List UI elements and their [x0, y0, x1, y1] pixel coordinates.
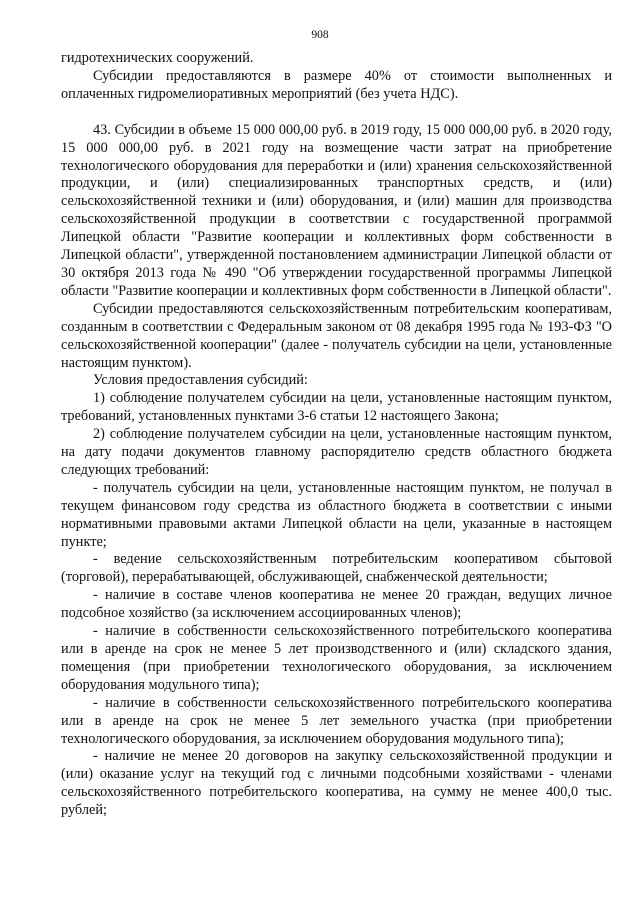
page-number: 908: [311, 29, 329, 41]
paragraph-conditions-heading: Условия предоставления субсидий:: [93, 372, 308, 389]
paragraph-recipients: Субсидии предоставляются сельскохозяйственным потребительским кооперативам, созданным в соответствии с Федеральным законом от 08 декабря 1995 года № 193-ФЗ "О сельскохозяйственной кооперации" (далее - получатель субсидии на цели, установленные настоящим пунктом).: [61, 300, 612, 371]
paragraph-condition-2: 2) соблюдение получателем субсидии на цели, установленные настоящим пунктом, на дату подачи документов главному распорядителю средств областного бюджета следующих требований:: [61, 426, 612, 478]
paragraph-requirement-building: - наличие в собственности сельскохозяйственного потребительского кооператива или в аренде на срок не менее 5 лет производственного и (или) складского здания, помещения (при приобретении технологического оборудования, за исключением оборудования модульного типа);: [61, 623, 612, 693]
paragraph-requirement-activity: - ведение сельскохозяйственным потребительским кооперативом сбытовой (торговой), перерабатывающей, обслуживающей, снабженческой деятельности;: [61, 551, 612, 586]
paragraph-continuation: гидротехнических сооружений.: [61, 50, 254, 66]
document-body: [61, 50, 612, 820]
paragraph-requirement-no-other-funds: - получатель субсидии на цели, установленные настоящим пунктом, не получал в текущем финансовом году средства из областного бюджета в соответствии с иными нормативными правовыми актами Липецкой области на цели, указанные в настоящем пункте;: [61, 479, 612, 550]
paragraph-subsidy-rate: Субсидии предоставляются в размере 40% от стоимости выполненных и оплаченных гидромелиоративных мероприятий (без учета НДС).: [61, 67, 612, 102]
paragraph-requirement-members: - наличие в составе членов кооператива не менее 20 граждан, ведущих личное подсобное хозяйство (за исключением ассоциированных членов);: [61, 587, 612, 622]
paragraph-condition-1: 1) соблюдение получателем субсидии на цели, установленные настоящим пунктом, требований, установленных пунктами 3-6 статьи 12 настоящего Закона;: [61, 390, 612, 425]
paragraph-requirement-contracts: - наличие не менее 20 договоров на закупку сельскохозяйственной продукции и (или) оказание услуг на текущий год с личными подсобными хозяйствами - членами сельскохозяйственного потребительского кооператива, на сумму не менее 400,0 тыс. рублей;: [61, 748, 612, 819]
paragraph-item-43: 43. Субсидии в объеме 15 000 000,00 руб. в 2019 году, 15 000 000,00 руб. в 2020 году, 15 000 000,00 руб. в 2021 году на возмещение части затрат на приобретение технологического оборудования для переработки и (или) хранения сельскохозяйственной продукции, и (или) специализированных транспортных средств, и (или) сельскохозяйственной техники и (или) оборудования, и (или) машин для производства сельскохозяйственной продукции в соответствии с государственной программой Липецкой области "Развитие кооперации и коллективных форм собственности в Липецкой области", утвержденной постановлением администрации Липецкой области от 30 октября 2013 года № 490 "Об утверждении государственной программы Липецкой области "Развитие кооперации и коллективных форм собственности в Липецкой области".: [61, 121, 612, 299]
paragraph-requirement-land: - наличие в собственности сельскохозяйственного потребительского кооператива или в аренде на срок не менее 5 лет земельного участка (при приобретении технологического оборудования, за исключением оборудования модульного типа);: [61, 694, 612, 747]
